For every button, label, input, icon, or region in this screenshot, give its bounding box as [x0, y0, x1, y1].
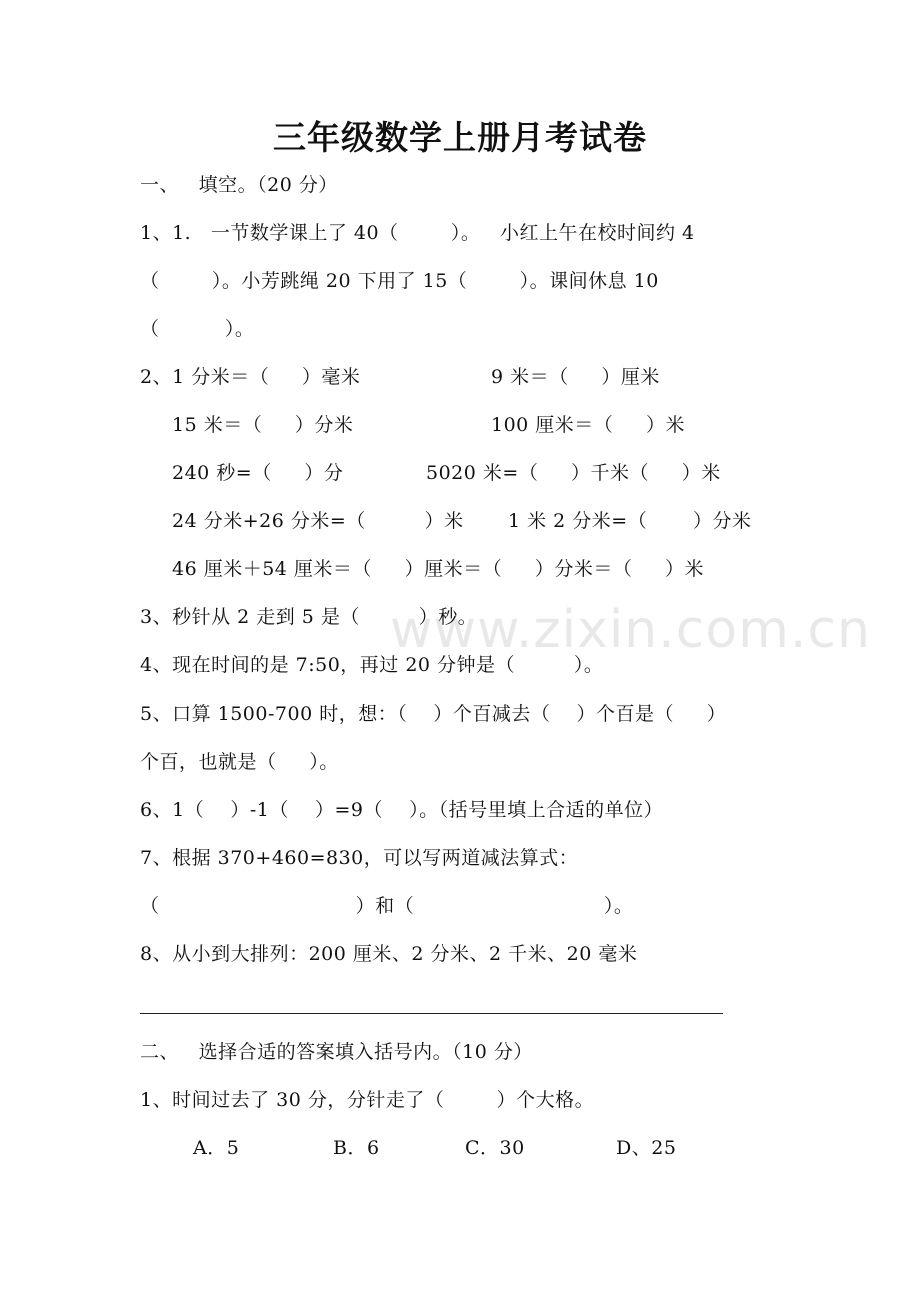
question-1-line-3: （ ）。 — [140, 318, 255, 340]
question-6: 6、1（ ）-1（ ）=9（ ）。（括号里填上合适的单位） — [140, 799, 664, 821]
question-8: 8、从小到大排列：200 厘米、2 分米、2 千米、20 毫米 — [140, 943, 638, 965]
option-c: C．30 — [465, 1137, 525, 1159]
question-2-item-4: 100 厘米＝（ ）米 — [491, 414, 686, 436]
question-2-item-7: 24 分米+26 分米=（ ）米 — [172, 510, 464, 532]
section-1-heading: 一、 填空。（20 分） — [140, 174, 338, 196]
option-a: A．5 — [193, 1137, 240, 1159]
question-2-item-1: 2、1 分米＝（ ）毫米 — [140, 366, 361, 388]
question-1-line-1: 1、1. 一节数学课上了 40（ ）。 小红上午在校时间约 4 — [140, 222, 695, 244]
question-2-item-6: 5020 米=（ ）千米（ ）米 — [426, 462, 721, 484]
question-4: 4、现在时间的是 7:50，再过 20 分钟是（ ）。 — [140, 654, 604, 676]
answer-line — [140, 1013, 723, 1014]
question-3: 3、秒针从 2 走到 5 是（ ）秒。 — [140, 606, 478, 628]
watermark: www.zixin.com.cn — [390, 600, 871, 660]
question-1-line-2: （ ）。小芳跳绳 20 下用了 15（ ）。课间休息 10 — [140, 270, 659, 292]
question-2-item-2: 9 米＝（ ）厘米 — [491, 366, 660, 388]
question-2-item-8: 1 米 2 分米=（ ）分米 — [508, 510, 752, 532]
option-d: D、25 — [616, 1137, 677, 1159]
page-title: 三年级数学上册月考试卷 — [273, 118, 647, 157]
question-7-line-2: （ ）和（ ）。 — [140, 895, 634, 917]
question-2-item-5: 240 秒=（ ）分 — [172, 462, 344, 484]
question-2-item-3: 15 米＝（ ）分米 — [172, 414, 354, 436]
question-2-item-9: 46 厘米＋54 厘米＝（ ）厘米＝（ ）分米＝（ ）米 — [172, 558, 705, 580]
section-2-question-1: 1、时间过去了 30 分，分针走了（ ）个大格。 — [140, 1089, 595, 1111]
section-2-heading: 二、 选择合适的答案填入括号内。（10 分） — [140, 1041, 533, 1063]
question-5-line-2: 个百，也就是（ ）。 — [140, 751, 339, 773]
question-7-line-1: 7、根据 370+460=830，可以写两道减法算式： — [140, 847, 579, 869]
option-b: B．6 — [333, 1137, 380, 1159]
question-5-line-1: 5、口算 1500-700 时，想：（ ）个百减去（ ）个百是（ ） — [140, 703, 727, 725]
